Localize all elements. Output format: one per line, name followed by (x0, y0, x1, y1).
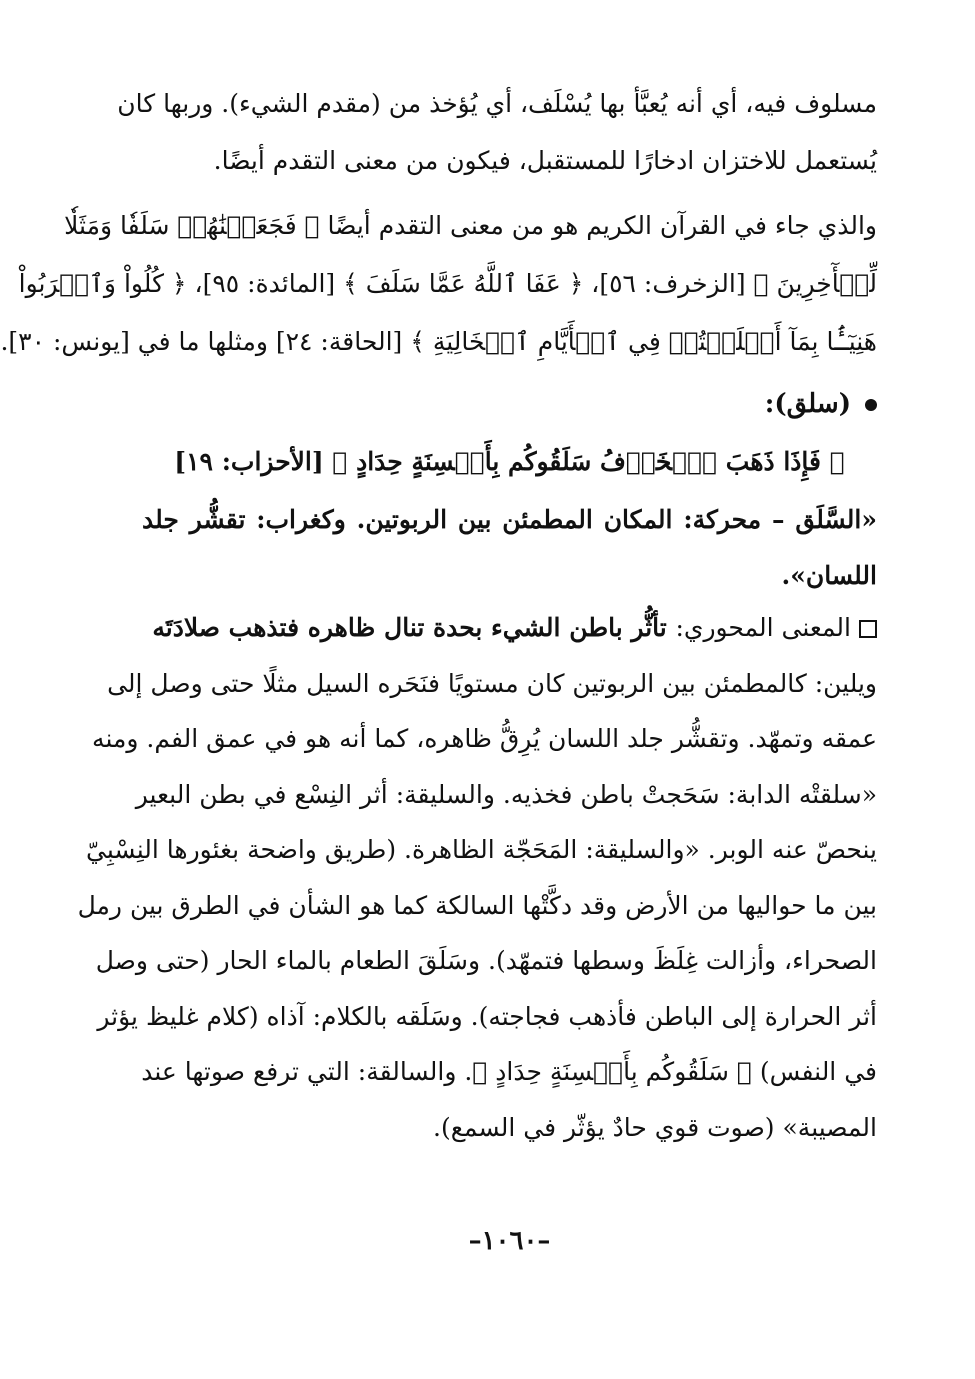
definition-line-1: «السَّلَق – محركة: المكان المطمئن بين الربوتين. وكغراب: تقشُّر جلد (142, 505, 877, 534)
paragraph3-line-6: بين ما حواليها من الأرض وقد دكَّتْها السالكة كما هو الشأن في الطرق بين رمل (77, 891, 877, 920)
paragraph3-line-2: ويلين: كالمطمئن بين الربوتين كان مستويًا فنَحَره السيل مثلًا حتى وصل إلى (107, 669, 877, 698)
definition-line-2: اللسان». (781, 561, 877, 590)
paragraph3-line-4: «سلقتْه الدابة: سَحَجتْ باطن فخذيه. والسليقة: أثر النِسْع في بطن البعير (135, 780, 877, 809)
paragraph1-line-1: مسلوف فيه، أي أنه يُعبَّأ بها يُسْلَف، أي يُؤخذ من (مقدم الشيء). وربها كان (117, 89, 877, 118)
paragraph3-line-10: المصيبة» (صوت قوي حادٌ يؤثّر في السمع). (433, 1113, 877, 1142)
paragraph3-line-1 (142, 604, 877, 652)
paragraph2-line-2: لِّلۡأٓخِرِينَ ﴾ [الزخرف: ٥٦]، ﴿ عَفَا ٱللَّهُ عَمَّا سَلَفَ ﴾ [المائدة: ٩٥]، ﴿ كُلُواْ وَٱشۡرَبُواْ (18, 269, 877, 298)
pivotal-meaning-label: المعنى المحوري: (675, 613, 851, 642)
paragraph3-line-8: أثر الحرارة إلى الباطن فأذهب فجاجته). وسَلَقه بالكلام: آذاه (كلام غليظ يؤثر (97, 1002, 877, 1031)
paragraph3-line-5: ينحصّ عنه الوبر. «والسليقة: المَحَجّة الظاهرة. (طريق واضحة بغئورها النِسْبِيّ (86, 835, 877, 864)
paragraph3-line-7: الصحراء، وأزالت غِلَظَ وسطها فتمهّد). وسَلَقَ الطعام بالماء الحار (حتى وصل (95, 946, 877, 975)
section-heading (142, 380, 877, 428)
paragraph1-line-2: يُستعمل للاختزان ادخارًا للمستقبل، فيكون من معنى التقدم أيضًا. (213, 146, 877, 175)
square-bullet-icon (859, 620, 877, 638)
paragraph3-line-9: في النفس) ﴿ سَلَقُوكُم بِأَلۡسِنَةٍ حِدَادٍ ﴾. والسالقة: التي ترفع صوتها عند (141, 1057, 877, 1086)
section-heading-text: (سلق): (764, 389, 851, 419)
page-number: –١٠٦٠– (468, 1226, 551, 1256)
section-verse: ﴿ فَإِذَا ذَهَبَ ٱلۡخَوۡفُ سَلَقُوكُم بِأَلۡسِنَةٍ حِدَادٍ ﴾ [الأحزاب: ١٩] (174, 447, 845, 476)
paragraph3-line-3: عمقه وتمهّد. وتقشُّر جلد اللسان يُرِقُّ ظاهره، كما أنه هو في عمق الفم. ومنه (92, 724, 877, 753)
paragraph2-line-1: والذي جاء في القرآن الكريم هو من معنى التقدم أيضًا ﴿ فَجَعَلۡنَٰهُمۡ سَلَفٗا وَمَثَلٗا (64, 211, 877, 240)
pivotal-meaning-lead: تأثُّر باطن الشيء بحدة تنال ظاهره فتذهب صلادَتَه (152, 613, 676, 642)
bullet-icon (865, 399, 877, 411)
paragraph2-line-3: هَنِيٓـَٔۢا بِمَآ أَسۡلَفۡتُمۡ فِي ٱلۡأَيَّامِ ٱلۡخَالِيَةِ ﴾ [الحاقة: ٢٤] ومثلها ما في [يونس: ٣٠]. (0, 327, 877, 356)
